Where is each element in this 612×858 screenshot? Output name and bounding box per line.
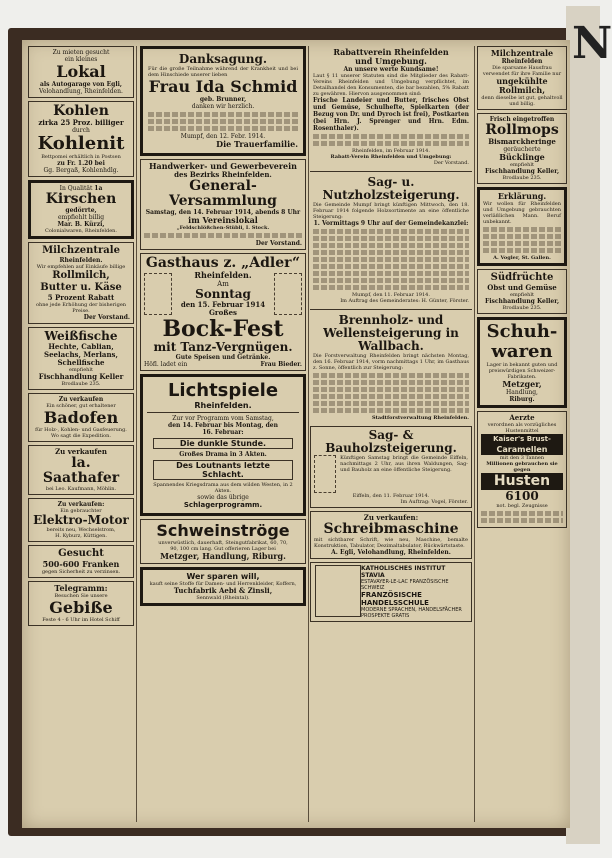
notice-body: Laut § 11 unserer Statuten sind die Mitglieder des Rabatt-Vereins Rheinfelden und Umgebung verpflichtet, im Detailhandel den Konsumenten, die bar bezahlen, 5% Rabatt zu gewähren. Hiervon ausgenommen sind: [313,73,469,97]
ad-text-lines [144,233,302,238]
notice-text: Rheinfelden, im Februar 1914. [352,148,430,154]
notice-signature: Rabatt-Verein Rheinfelden und Umgebung: [330,154,452,160]
notice-text-lines [313,134,469,139]
ad-signature: A. Vogler, St. Gallen. [493,255,551,261]
ad-text: Sonntag [195,287,251,301]
ad-title: Gebiße [49,598,113,617]
ad-text: gedörrte, [65,207,97,214]
ad-text: geräucherte [503,146,541,153]
ad-text: gegen Sicherheit zu verzinsen. [41,569,121,575]
ad-text: geb. Brunner, [199,96,247,103]
notice-text-lines [313,394,469,399]
ad-text: Die sparsame Hausfrau verwendet für ihre Familie nur [482,65,562,77]
ad-text: Brodlaube 235. [502,175,542,181]
ad-title: Weißfische [44,329,118,343]
ad-text: Schellfische [57,358,105,367]
ad-gasthaus-adler [140,253,306,371]
ad-text: Colonialwaren, Rheinfelden. [45,228,117,234]
ad-title: Schreibmaschine [323,521,459,537]
ad-text: Schlagerprogramm. [183,501,263,509]
ad-title: Rollmops [485,122,559,138]
ad-text: verordnen als vorzügliches Hustenmittel [487,422,557,434]
ad-title: Erklärung. [497,191,547,201]
ad-text: PROSPEKTE GRATIS [361,613,410,619]
ad-text: ohne jede Erhöhung der bisherigen Preise. [35,302,127,314]
notice-rabattverein [310,46,472,168]
ad-title: FRANZÖSISCHE HANDELSSCHULE [361,591,429,607]
ad-text: Fischhandlung Keller [38,372,124,381]
column-rule [136,46,137,822]
notice-content [314,455,468,493]
ad-milchzentrale-right [477,46,567,110]
ad-text: Wo sagt die Expedition. [51,433,111,439]
ad-text: Lager in bekannt guten und preiswürdigen Schweizer-Fabrikaten. [486,362,558,380]
notice-signature: Im Auftrag: Vogel, Förster. [400,499,468,505]
brand-label: Husten [481,473,563,490]
ad-text: Frisch eingetroffen [489,116,555,123]
ad-signature: Der Vorstand. [255,240,302,247]
notice-signature: Im Auftrag des Gemeinderates: H. Günter, Förster. [340,298,469,304]
ad-title: Milchzentrale [42,245,120,256]
ad-signature: A. Egli, Velohandlung, Rheinfelden. [331,549,451,556]
column-rule [308,46,309,822]
ad-text: Besuchen Sie unsere [54,593,108,599]
ad-text: ESTAVAYER-LE-LAC FRANZÖSISCHE SCHWEIZ [361,579,449,591]
ad-title: Lokal [56,62,106,81]
notice-text-lines [313,250,469,255]
ad-text: durch [72,127,90,134]
ad-kohlenit [28,101,134,177]
ad-text: den 14. Februar bis Montag, den [168,422,278,429]
notice-title: Brennholz- und [338,313,444,327]
film-title: Die dunkle Stunde. [153,438,293,449]
ad-text: Sennwald (Rheintal). [196,595,250,601]
ad-institut-stavia [310,562,472,622]
notice-title: Wellensteigerung in Wallbach. [323,326,459,353]
ad-title: Aerzte [509,413,535,422]
notice-text-lines [313,373,469,378]
ad-text: Mar. B. Kürzi, [57,221,105,228]
divider [310,171,472,172]
notice-text-lines [313,229,469,234]
ad-weissfische [28,327,134,390]
ad-title: Kohlenit [37,133,125,154]
ad-text: Handlung, [506,389,538,396]
ad-title: Südfrüchte [490,272,554,283]
ad-text: Obst und Gemüse [487,283,557,292]
ad-telegramm [28,581,134,626]
ad-text: Brodlaube 235. [502,305,542,311]
notice-text-lines [313,387,469,392]
ad-text: denn dieselbe ist gut, gehaltvoll und billig. [481,95,563,107]
figure-illustration-icon [144,273,172,315]
ad-text-lines [481,518,563,523]
brand-label: Kaiser's Brust- [481,434,563,444]
ad-text: 90, 100 cm lang. Gut offerieren Lager bei [170,546,276,552]
ad-text: Velohandlung, Rheinfelden. [39,88,123,95]
ad-text: den 15. Februar 1914 [180,300,266,309]
ad-text: Wir empfehlen auf Einkäufe billige [36,264,126,270]
notice-text-lines [313,264,469,269]
ad-text-lines [148,112,298,117]
notice-text: Eiffeln, den 11. Februar 1914. [352,493,430,499]
ad-text: Bettpomei erhältlich in Postsen [41,154,121,160]
ad-text-lines [148,119,298,124]
ad-title: des Bezirks Rheinfelden. [174,170,272,179]
ad-text: Gg. Bergaß, Kohlenhdlg. [43,167,119,174]
notice-text-lines [313,380,469,385]
newspaper-page [22,40,570,828]
ad-text: zu Fr. 1.20 bei [57,160,105,167]
notice-title: Rabattverein Rheinfelden [333,47,449,57]
ad-lichtspiele [140,374,306,516]
ad-lokal [28,46,134,98]
ad-title: Gasthaus z. „Adler“ [145,255,301,271]
ad-signature: Metzger, [502,379,542,389]
ad-kaiser-caramellen [477,411,567,528]
ad-text: empfiehlt [68,367,94,373]
notice-signature: Stadtforstverwaltung Rheinfelden. [372,415,469,421]
ad-title: Wer sparen will, [186,572,260,581]
ad-text: empfiehlt [509,292,535,298]
ad-schreibmaschine [310,511,472,559]
ad-number: 6100 [505,489,539,503]
ad-title: Milchzentrale [490,48,554,58]
figure-illustration-icon [274,273,302,315]
notice-text-lines [313,285,469,290]
ad-title: Elektro-Motor [33,513,129,527]
ad-text: kauft seine Stoffe für Damen- und Herrenkleider, Koffern, [149,581,297,587]
notice-body: Die Gemeinde Mumpf bringt künftigen Mittwoch, den 18. Februar 1914 folgende Holzsortimente an eine öffentliche Steigerung: [313,202,469,220]
ad-text: 5 Prozent Rabatt [47,293,115,302]
notice-body: Frische Landeier und Butter, frisches Obst und Gemüse, Schulhefte, Spielkarten (der Bezug von Dr. und Dyroch ist frei), Postkarten (bei Hrn. J. Sprenger und Hrn. Edm. Rosenthaler). [313,97,469,132]
column-2 [140,46,306,609]
ad-text: mit den 3 Tannen [499,455,545,461]
ad-text: Der Vorstand. [83,314,130,321]
ad-signature: Die Trauerfamilie. [216,139,298,149]
ad-sparen [140,567,306,606]
ad-title: Danksagung. [178,52,268,66]
column-rule [474,46,475,822]
ad-text: im Vereinslokal [188,215,258,225]
ad-text: Zu verkaufen: [363,513,419,522]
notice-text-lines [313,243,469,248]
column-1 [28,46,134,629]
ad-title: la. Saathafer [42,455,120,486]
notice-body: 1. Vormittags 9 Uhr auf der Gemeindekanzlei: [313,220,469,227]
ad-text: Spannendes Kriegsdrama aus dem wilden Westen, in 2 Akten. [153,482,293,494]
ad-text: Großes [208,308,238,317]
notice-text-lines [313,278,469,283]
divider [310,309,472,310]
ad-text: Brodlaube 235. [61,381,101,387]
ad-text-lines [483,248,561,253]
ad-milchzentrale [28,242,134,324]
notice-text-lines [313,236,469,241]
ad-title: waren [491,341,553,362]
ad-elektromotor [28,498,134,542]
ad-text: mit sichtbarer Schrift, wie neu, Maschine, bemalte Konstruktion, Tabulator, Dezimaltabulator, Rückwärtstaste. [314,537,468,549]
ad-title: Handwerker- und Gewerbeverein [148,161,297,171]
ad-text: Gute Speisen und Getränke. [175,354,271,361]
notice-title: Sag- u. Nutzholzsteigerung. [322,175,460,202]
forest-illustration-icon [314,455,336,493]
notice-title: Sag- & Bauholzsteigerung. [325,428,457,455]
notice-body: Die Forstverwaltung Rheinfelden bringt nächsten Montag, den 16. Februar 1914, vorm nachmittags 1 Uhr, im Gasthaus z. Sonne, öffentlich zur Steigerung: [313,353,469,371]
ad-text: 500-600 Franken [42,559,120,569]
ad-kirschen [28,180,134,239]
ad-signature: Fischhandlung Keller, [484,168,560,175]
notice-text: Mumpf, den 11. Februar 1914. [352,292,430,298]
ad-text: Rheinfelden. [59,257,103,264]
ad-text: Riburg. [509,396,535,403]
ad-text: Für die große Teilnahme während der Krankheit und bei dem Hinschiede unserer lieben [148,66,298,78]
ad-footer: Höfl. ladet ein Frau Bieder. [144,361,302,368]
ad-text: als Autogarage von Egli, [39,81,122,88]
ad-text: bei Leo. Kaufmann, Möhlin. [45,486,117,492]
ad-text: Millionen gebrauchen sie gegen [486,461,558,473]
ad-text: Zu verkaufen: [57,501,105,508]
ad-text: MODERNE SPRACHEN, HANDELSFÄCHER [361,607,462,613]
notice-text-lines [313,408,469,413]
ad-title: Butter u. Käse [40,282,122,293]
ad-text: Rheinfelden. [194,401,252,410]
ad-rollmops [477,113,567,184]
ad-signature: Metzger, Handlung, Riburg. [160,551,286,561]
brand-label: Caramellen [481,444,563,455]
ad-text: H. Kyburz, Küttigen. [55,533,107,539]
notice-sag-nutzholz [310,174,472,306]
ad-text: Mumpf, den 12. Febr. 1914. [180,133,266,140]
ad-text: empfiehlt [509,162,535,168]
ad-text: Rheinfelden. [194,270,252,280]
column-4 [477,46,567,531]
ad-text: Großes Drama in 3 Akten. [179,451,267,458]
ad-text: Ein gebrauchter [60,508,102,514]
next-page-edge [566,6,612,844]
ad-text: sowie das übrige [197,494,249,501]
film-title: Des Loutnants letzte Schlacht. [153,460,293,480]
ad-title: Badofen [43,408,119,427]
ad-text: In Qualität 1a [59,185,103,192]
ad-text-lines [483,241,561,246]
ad-text: Bismarckheringe [488,137,556,146]
ad-text-lines [483,234,561,239]
notice-subtitle: An unsere werte Kundsame! [343,66,439,73]
ad-text: Hechte, Cablian, [48,342,114,351]
ad-title: Lichtspiele [167,380,279,401]
ad-text: „Feldschlößchen-Stübli, I. Stock. [176,225,270,231]
ad-signature: Tuchfabrik Aebi & Zinsli, [173,586,273,595]
ad-illustration-row [144,271,302,317]
ad-text: Ein schöner, gut erhaltener [46,403,116,409]
page-edge-glyph: N [572,18,612,69]
ad-text: Zu verkaufen [58,396,104,403]
ad-title: Schuh- [486,321,558,342]
notice-body: Künftigen Samstag bringt die Gemeinde Eiffeln, nachmittags 2 Uhr, aus ihren Waldungen, Sag- und Bauholz an eine öffentliche Steigerung. [340,455,468,473]
notice-bauholz [310,426,472,508]
notice-title: und Umgebung. [355,56,427,66]
notice-text-lines [313,401,469,406]
ad-danksagung [140,46,306,156]
ad-text-lines [483,227,561,232]
ad-text: not. begl. Zeugnisse [496,503,548,509]
ad-saathafer [28,445,134,495]
ad-text: Zu verkaufen [55,447,107,456]
ad-title: Frau Ida Schmid [148,77,298,96]
ad-text: Rheinfelden [501,58,543,65]
ad-title: Bock-Fest [162,316,284,342]
ad-title: Kohlen [53,103,109,119]
ad-text: Seelachs, Merlans, [44,350,118,359]
ad-text: Zu mieten gesucht [52,49,110,56]
ad-title: Schweinströge [156,521,290,540]
notice-text-lines [313,141,469,146]
ad-title: General-Versammlung [169,178,277,209]
ad-text: Bücklinge [499,152,545,162]
column-3 [310,46,472,625]
ad-title: Rollmilch, [52,270,110,281]
ad-text: zirka 25 Proz. billiger [38,118,124,127]
ad-title: Kirschen [45,191,117,207]
ad-text-lines [148,126,298,131]
ad-title: Gesucht [58,548,104,559]
ad-gesucht [28,545,134,578]
building-illustration-icon [315,565,361,617]
ad-text: bereits neu, Wechselstrom, [46,527,116,533]
ad-title: KATHOLISCHES INSTITUT STAVIA [361,565,446,579]
ad-title: mit Tanz-Vergnügen. [153,340,293,354]
ad-badofen [28,393,134,442]
ad-erklaerung [477,187,567,266]
ad-text: ein kleines [64,56,98,63]
ad-title: ungekühlte Rollmilch, [496,76,548,95]
divider [147,412,299,413]
ad-schuhwaren [477,317,567,408]
ad-schweintroege [140,519,306,564]
ad-text: Zur vor Programm vom Samstag, [172,415,274,422]
ad-text: Samstag, den 14. Februar 1914, abends 8 Uhr [145,209,301,216]
notice-signature: Der Vorstand. [433,160,469,166]
notice-text-lines [313,257,469,262]
ad-text: Feste 4 - 6 Uhr im Hotel Schiff [42,617,120,623]
ad-text: Wir wollen für Rheinfelden und Umgebung gebrauchten verläßlichen Mann. Beruf unbekannt. [483,201,561,225]
notice-brennholz [310,312,472,423]
ad-text: danken wir herzlich. [191,103,255,110]
ad-gewerbeverein [140,159,306,250]
notice-text-lines [313,271,469,276]
ad-text-lines [481,511,563,516]
ad-suedfruechte [477,269,567,314]
ad-signature: Fischhandlung Keller, [484,298,560,305]
ad-text: unverwüstlich, dauerhaft, Steingutfabrikat, 60, 70, [158,540,288,546]
ad-text: empfiehlt billig [57,214,105,221]
ad-text: für Holz-, Kohlen- und Gasfeuerung. [35,427,127,433]
ad-text: 16. Februar: [202,429,244,436]
ad-title: Telegramm: [54,583,108,593]
ad-text: Am [217,280,229,288]
